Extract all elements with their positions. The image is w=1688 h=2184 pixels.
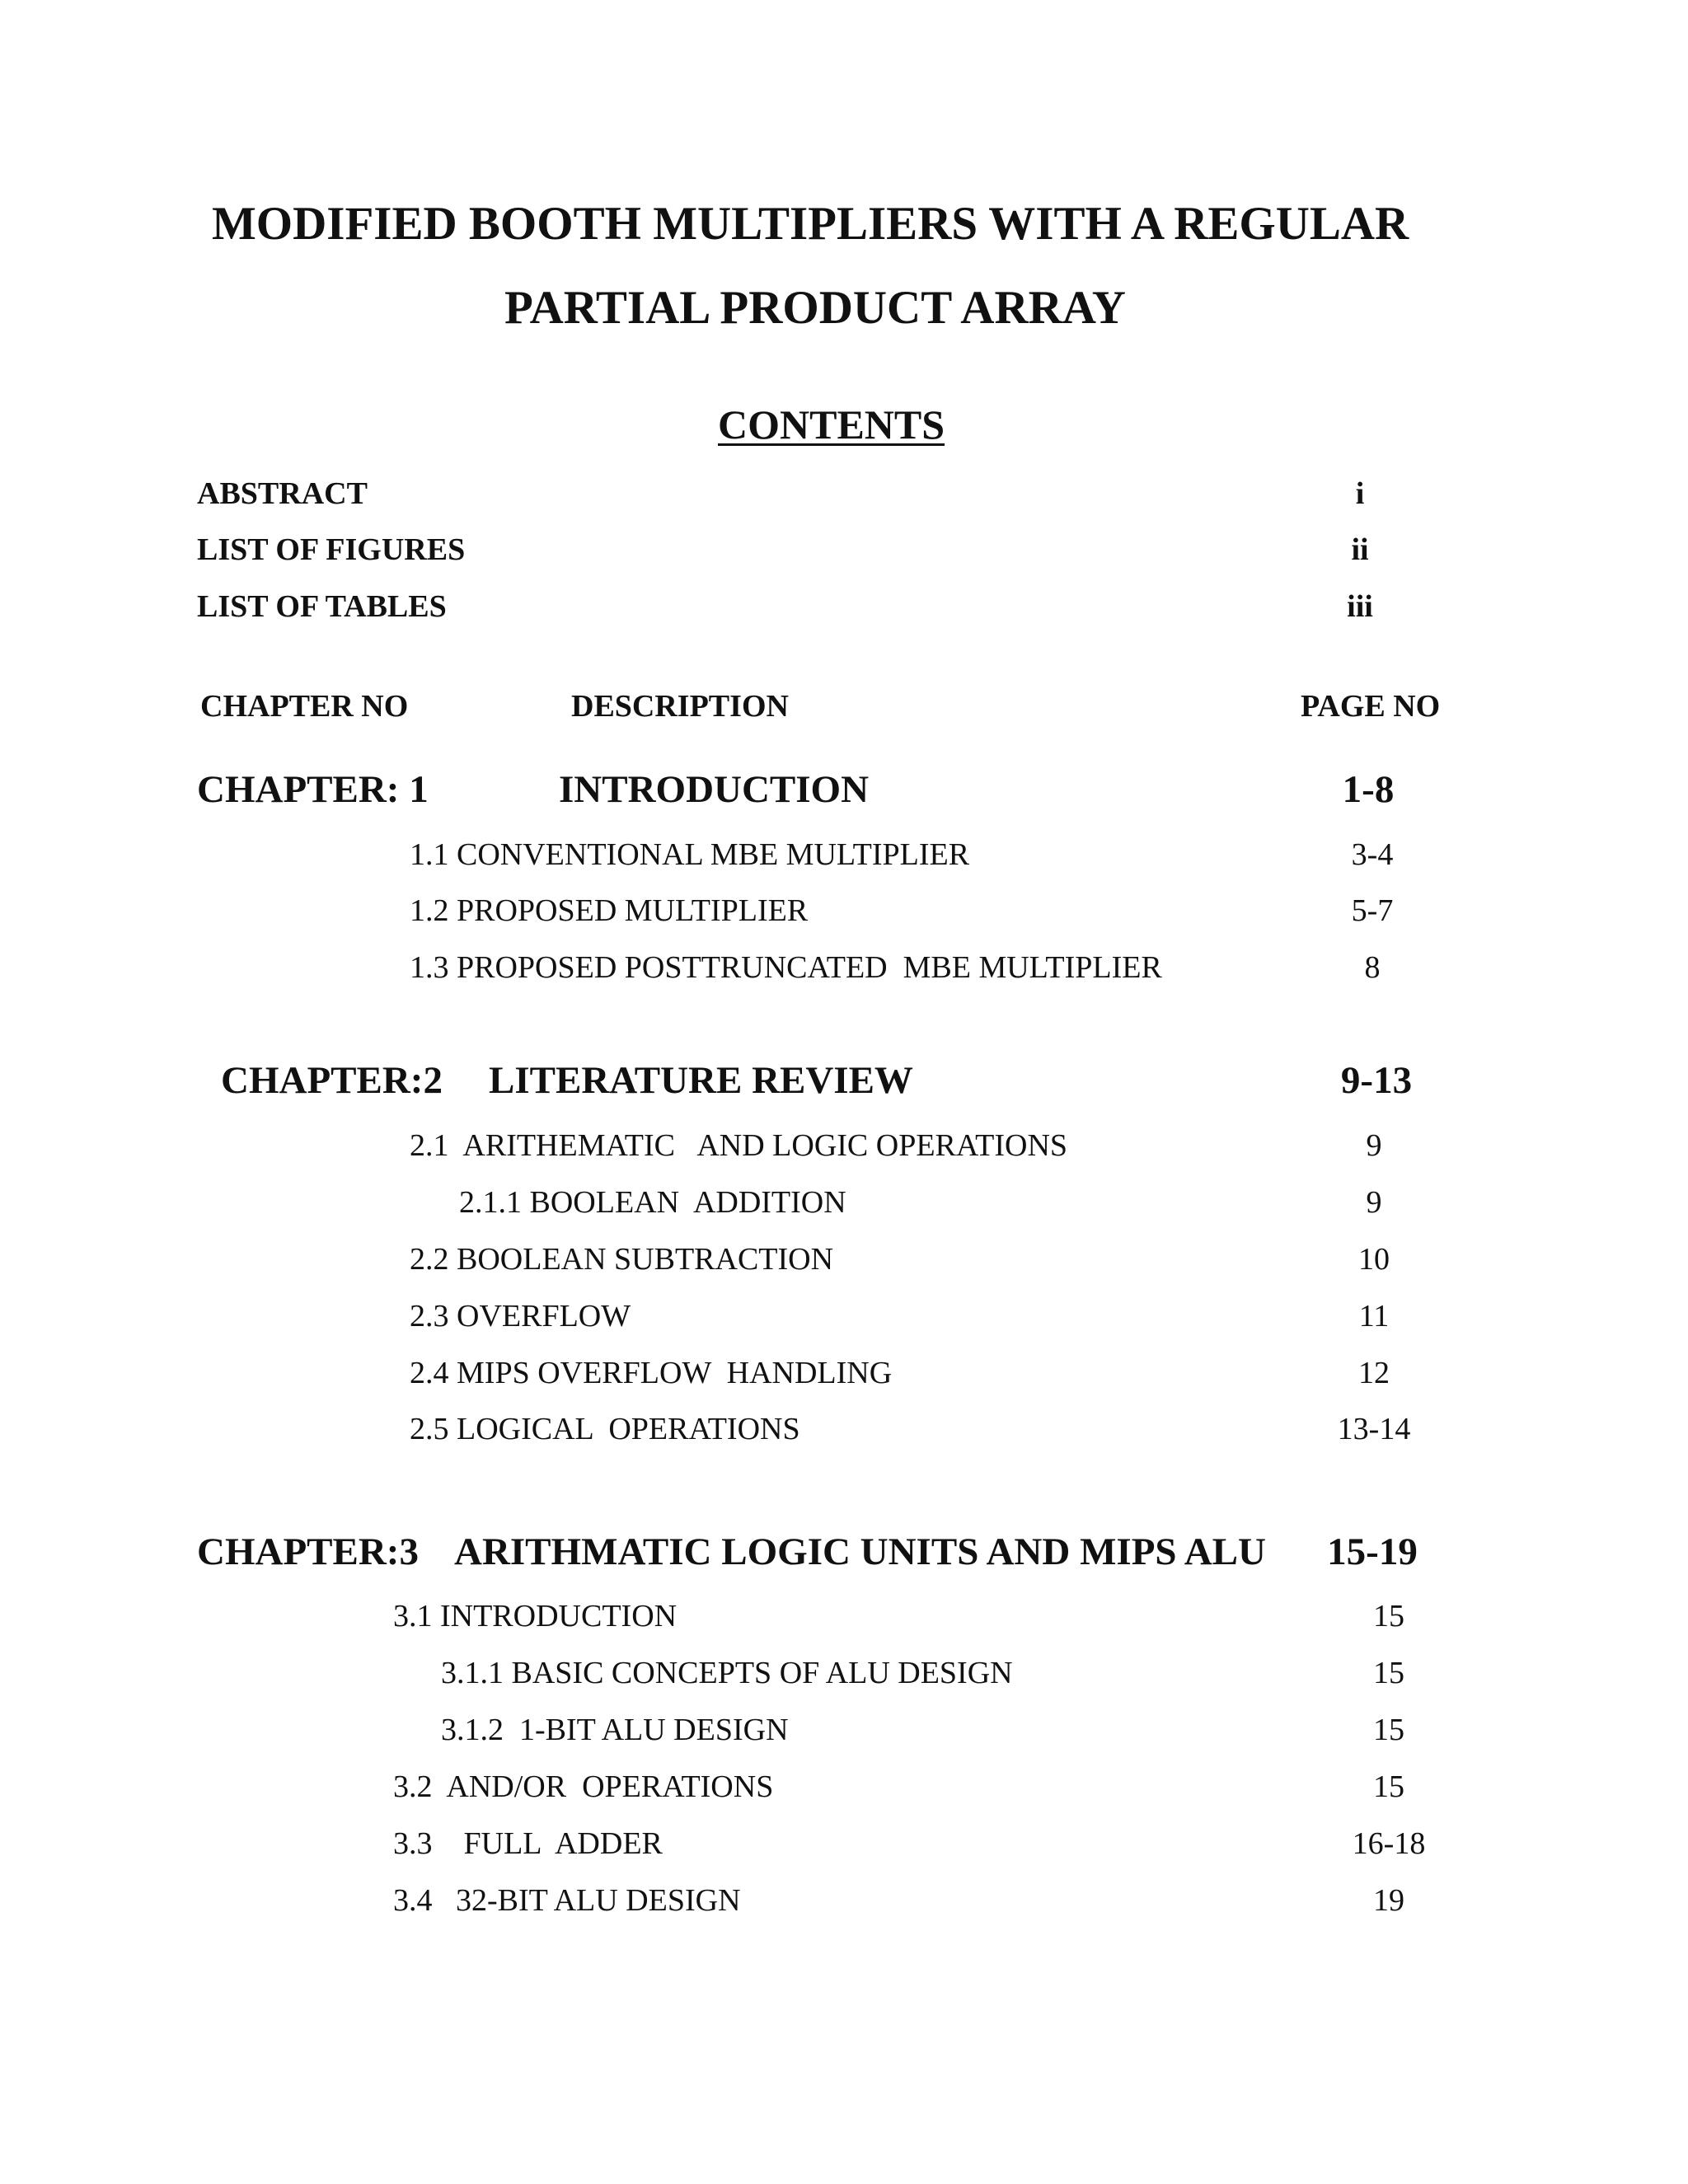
section-2-3: 2.3 OVERFLOW [410,1299,631,1333]
chapter-1-pages: 1-8 [1342,768,1395,811]
section-2-1-1: 2.1.1 BOOLEAN ADDITION [459,1185,846,1220]
toc-front-list-of-tables: LIST OF TABLES [197,589,447,624]
section-3-1-1-page: 15 [1373,1656,1404,1690]
section-1-1: 1.1 CONVENTIONAL MBE MULTIPLIER [410,837,970,872]
section-2-3-page: 11 [1358,1299,1390,1333]
chapter-3-title: ARITHMATIC LOGIC UNITS AND MIPS ALU [454,1530,1266,1573]
section-2-2: 2.2 BOOLEAN SUBTRACTION [410,1242,834,1277]
toc-front-abstract-page: i [1355,476,1365,511]
section-2-1-page: 9 [1366,1128,1382,1163]
section-3-2: 3.2 AND/OR OPERATIONS [393,1769,774,1804]
chapter-2-title: LITERATURE REVIEW [489,1059,913,1102]
toc-front-list-of-tables-page: iii [1347,589,1373,624]
section-2-1: 2.1 ARITHEMATIC AND LOGIC OPERATIONS [410,1128,1068,1163]
section-1-2-page: 5-7 [1351,893,1394,928]
section-3-1-2: 3.1.2 1-BIT ALU DESIGN [441,1713,789,1747]
section-3-1-page: 15 [1373,1599,1404,1633]
column-header-chapter: CHAPTER NO [200,689,409,724]
chapter-2-pages: 9-13 [1340,1059,1413,1102]
section-3-1-1: 3.1.1 BASIC CONCEPTS OF ALU DESIGN [441,1656,1013,1690]
section-1-3: 1.3 PROPOSED POSTTRUNCATED MBE MULTIPLIER [410,950,1162,985]
section-1-3-page: 8 [1364,950,1381,985]
chapter-3-number: CHAPTER:3 [197,1530,419,1573]
section-1-2: 1.2 PROPOSED MULTIPLIER [410,893,809,928]
section-3-1-2-page: 15 [1373,1713,1404,1747]
section-3-3: 3.3 FULL ADDER [393,1826,663,1861]
column-header-description: DESCRIPTION [571,689,789,724]
contents-heading: CONTENTS [718,401,945,448]
toc-front-list-of-figures: LIST OF FIGURES [197,532,466,567]
section-2-1-1-page: 9 [1366,1185,1382,1220]
toc-front-list-of-figures-page: ii [1351,532,1369,567]
toc-front-abstract: ABSTRACT [197,476,368,511]
chapter-3-pages: 15-19 [1327,1530,1418,1573]
chapter-1-title: INTRODUCTION [559,768,870,811]
document-title-line-1: MODIFIED BOOTH MULTIPLIERS WITH A REGULAR [212,198,1409,250]
section-3-4-page: 19 [1373,1883,1404,1918]
column-header-page: PAGE NO [1301,689,1441,724]
document-title-line-2: PARTIAL PRODUCT ARRAY [504,282,1126,334]
section-3-2-page: 15 [1373,1769,1404,1804]
section-2-2-page: 10 [1358,1242,1390,1277]
section-3-1: 3.1 INTRODUCTION [393,1599,678,1633]
section-3-4: 3.4 32-BIT ALU DESIGN [393,1883,741,1918]
chapter-2-number: CHAPTER:2 [221,1059,443,1102]
section-2-5: 2.5 LOGICAL OPERATIONS [410,1412,800,1446]
section-2-4: 2.4 MIPS OVERFLOW HANDLING [410,1356,893,1390]
chapter-1-number: CHAPTER: 1 [197,768,429,811]
section-2-4-page: 12 [1358,1356,1390,1390]
section-3-3-page: 16-18 [1352,1826,1426,1861]
section-2-5-page: 13-14 [1337,1412,1411,1446]
section-1-1-page: 3-4 [1351,837,1394,872]
